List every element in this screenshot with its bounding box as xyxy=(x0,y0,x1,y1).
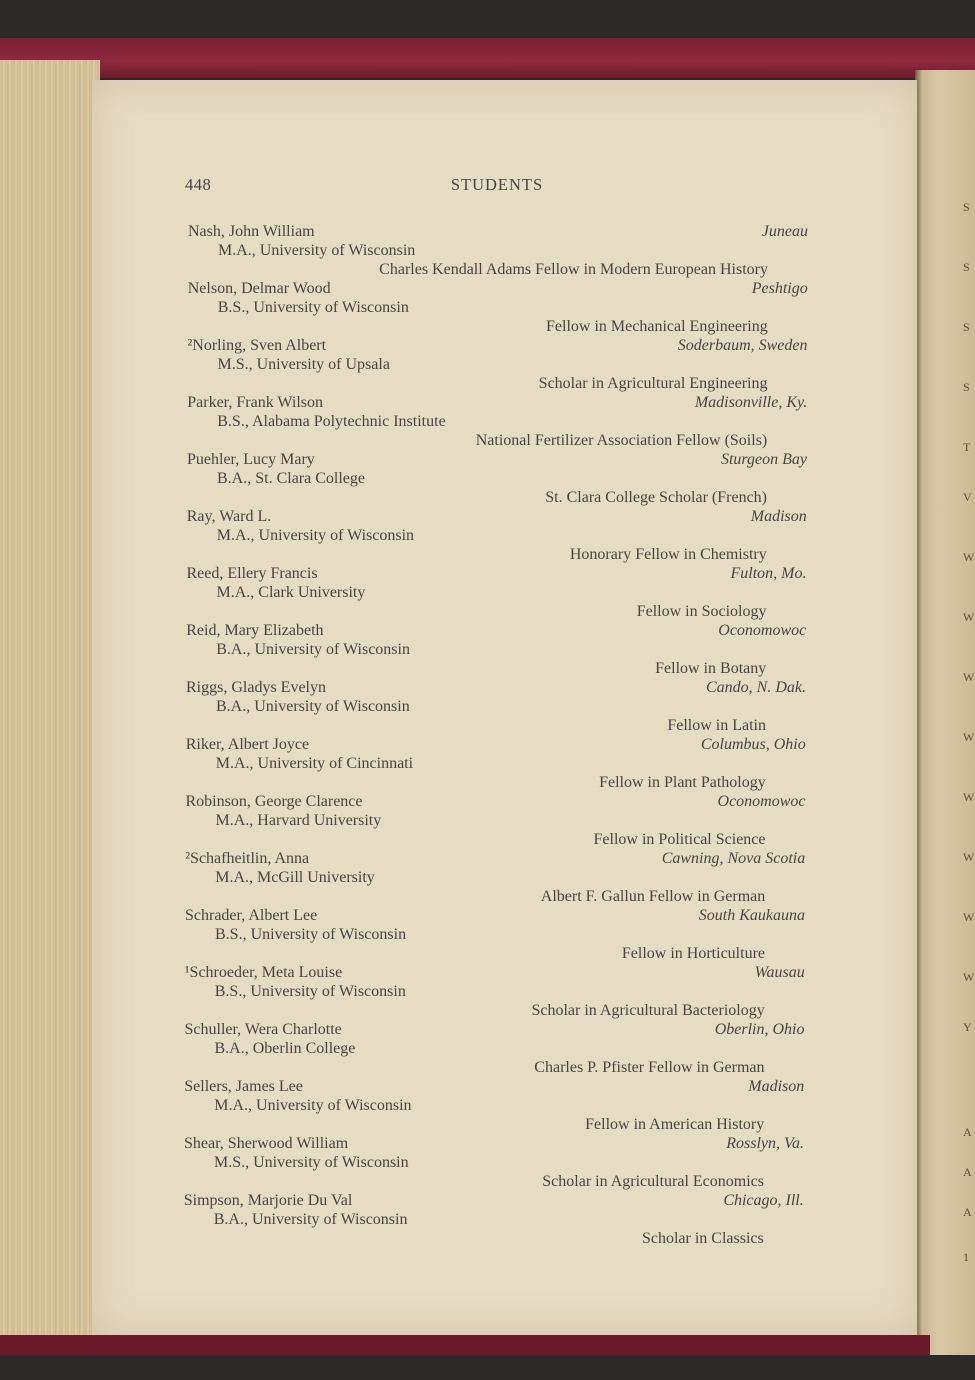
book-cover-top-edge xyxy=(0,38,975,78)
fellowship-title: Scholar in Classics xyxy=(641,1230,764,1247)
student-entry xyxy=(184,1077,804,1134)
hometown: Soderbaum, Sweden xyxy=(677,337,808,354)
student-name: Reid, Mary Elizabeth xyxy=(186,622,324,639)
student-entry xyxy=(184,1134,804,1191)
degree: B.A., University of Wisconsin xyxy=(213,1211,408,1228)
student-entry xyxy=(188,222,808,279)
fellowship-title: Fellow in Sociology xyxy=(636,603,767,620)
fellowship-title: St. Clara College Scholar (French) xyxy=(545,489,767,506)
student-entry xyxy=(186,735,806,792)
fellowship-title: Scholar in Agricultural Bacteriology xyxy=(531,1002,765,1019)
hometown: Chicago, Ill. xyxy=(723,1192,804,1209)
degree: M.A., McGill University xyxy=(215,869,375,886)
fellowship-title: Charles P. Pfister Fellow in German xyxy=(534,1059,765,1076)
fellowship-title: Fellow in Mechanical Engineering xyxy=(546,318,768,335)
degree: B.A., University of Wisconsin xyxy=(216,698,410,715)
fellowship-title: Scholar in Agricultural Engineering xyxy=(538,375,768,392)
student-entry xyxy=(184,1191,804,1248)
degree: B.A., Oberlin College xyxy=(214,1040,356,1057)
fellowship-title: Fellow in Plant Pathology xyxy=(599,774,766,791)
hometown: Cawning, Nova Scotia xyxy=(661,850,806,867)
hometown: Madison xyxy=(750,508,807,525)
degree: B.S., University of Wisconsin xyxy=(214,983,406,1000)
hometown: Columbus, Ohio xyxy=(700,736,806,753)
running-head: STUDENTS xyxy=(450,175,544,194)
student-entry xyxy=(185,1020,805,1077)
fellowship-title: Fellow in Horticulture xyxy=(621,945,765,962)
student-name: Robinson, George Clarence xyxy=(185,793,363,810)
hometown: Rosslyn, Va. xyxy=(726,1135,804,1152)
fellowship-title: Fellow in American History xyxy=(585,1116,765,1133)
hometown: Sturgeon Bay xyxy=(720,451,807,468)
degree: M.S., University of Wisconsin xyxy=(214,1154,409,1171)
hometown: Cando, N. Dak. xyxy=(706,679,806,696)
fellowship-title: Albert F. Gallun Fellow in German xyxy=(540,888,766,905)
hometown: Oconomowoc xyxy=(718,622,807,639)
degree: M.A., University of Wisconsin xyxy=(216,527,415,544)
degree: M.S., University of Upsala xyxy=(217,356,390,373)
hometown: Oconomowoc xyxy=(717,793,806,810)
facing-page-edge: S S S S T V W W W W W W W W Y A A A 1 xyxy=(915,70,975,1355)
fellowship-title: Fellow in Latin xyxy=(667,717,766,734)
fellowship-title: Fellow in Botany xyxy=(655,660,767,677)
book-cover-bottom-edge xyxy=(0,1335,930,1355)
student-name: Simpson, Marjorie Du Val xyxy=(183,1192,353,1209)
student-entry xyxy=(186,621,806,678)
degree: B.S., Alabama Polytechnic Institute xyxy=(217,413,446,430)
student-entry xyxy=(185,906,805,963)
student-entry xyxy=(188,336,808,393)
student-name: Riggs, Gladys Evelyn xyxy=(186,679,326,696)
student-name: ²Norling, Sven Albert xyxy=(187,337,327,354)
book-page xyxy=(92,80,917,1335)
student-entry xyxy=(187,450,807,507)
student-name: Schuller, Wera Charlotte xyxy=(184,1021,342,1038)
fellowship-title: Charles Kendall Adams Fellow in Modern European History xyxy=(379,261,768,278)
student-entry xyxy=(187,564,807,621)
student-name: Ray, Ward L. xyxy=(186,508,272,525)
degree: M.A., University of Wisconsin xyxy=(218,242,416,259)
student-entry xyxy=(186,678,806,735)
student-name: Sellers, James Lee xyxy=(184,1078,303,1095)
student-entry xyxy=(185,849,805,906)
student-entry xyxy=(188,279,808,336)
student-name: ²Schafheitlin, Anna xyxy=(185,850,310,867)
hometown: South Kaukauna xyxy=(698,907,805,924)
degree: B.A., University of Wisconsin xyxy=(216,641,410,658)
student-name: Nash, John William xyxy=(188,223,315,240)
student-entry xyxy=(187,393,807,450)
hometown: Oberlin, Ohio xyxy=(714,1021,805,1038)
page-number: 448 xyxy=(185,175,212,194)
student-name: Puehler, Lucy Mary xyxy=(187,451,315,468)
degree: M.A., Harvard University xyxy=(215,812,382,829)
fellowship-title: Fellow in Political Science xyxy=(593,831,766,848)
student-name: Reed, Ellery Francis xyxy=(186,565,318,582)
hometown: Juneau xyxy=(761,223,808,240)
degree: M.A., University of Cincinnati xyxy=(215,755,414,772)
degree: M.A., University of Wisconsin xyxy=(214,1097,412,1114)
student-entry xyxy=(187,507,807,564)
student-name: Nelson, Delmar Wood xyxy=(187,280,331,297)
page-header xyxy=(92,175,917,197)
student-name: Shear, Sherwood William xyxy=(184,1135,349,1152)
student-entry xyxy=(186,792,806,849)
hometown: Madisonville, Ky. xyxy=(694,394,808,411)
hometown: Wausau xyxy=(754,964,805,981)
page-stack-edge xyxy=(0,60,100,1350)
degree: B.S., University of Wisconsin xyxy=(217,299,409,316)
hometown: Fulton, Mo. xyxy=(730,565,807,582)
degree: B.A., St. Clara College xyxy=(217,470,365,487)
degree: M.A., Clark University xyxy=(216,584,366,601)
hometown: Madison xyxy=(748,1078,805,1095)
student-name: Parker, Frank Wilson xyxy=(187,394,323,411)
degree: B.S., University of Wisconsin xyxy=(215,926,407,943)
student-name: Schrader, Albert Lee xyxy=(185,907,318,924)
student-entry xyxy=(185,963,805,1020)
fellowship-title: National Fertilizer Association Fellow (Soils) xyxy=(475,432,768,449)
student-name: Riker, Albert Joyce xyxy=(185,736,310,753)
hometown: Peshtigo xyxy=(751,280,808,297)
student-name: ¹Schroeder, Meta Louise xyxy=(184,964,343,981)
fellowship-title: Scholar in Agricultural Economics xyxy=(542,1173,764,1190)
fellowship-title: Honorary Fellow in Chemistry xyxy=(569,546,767,563)
